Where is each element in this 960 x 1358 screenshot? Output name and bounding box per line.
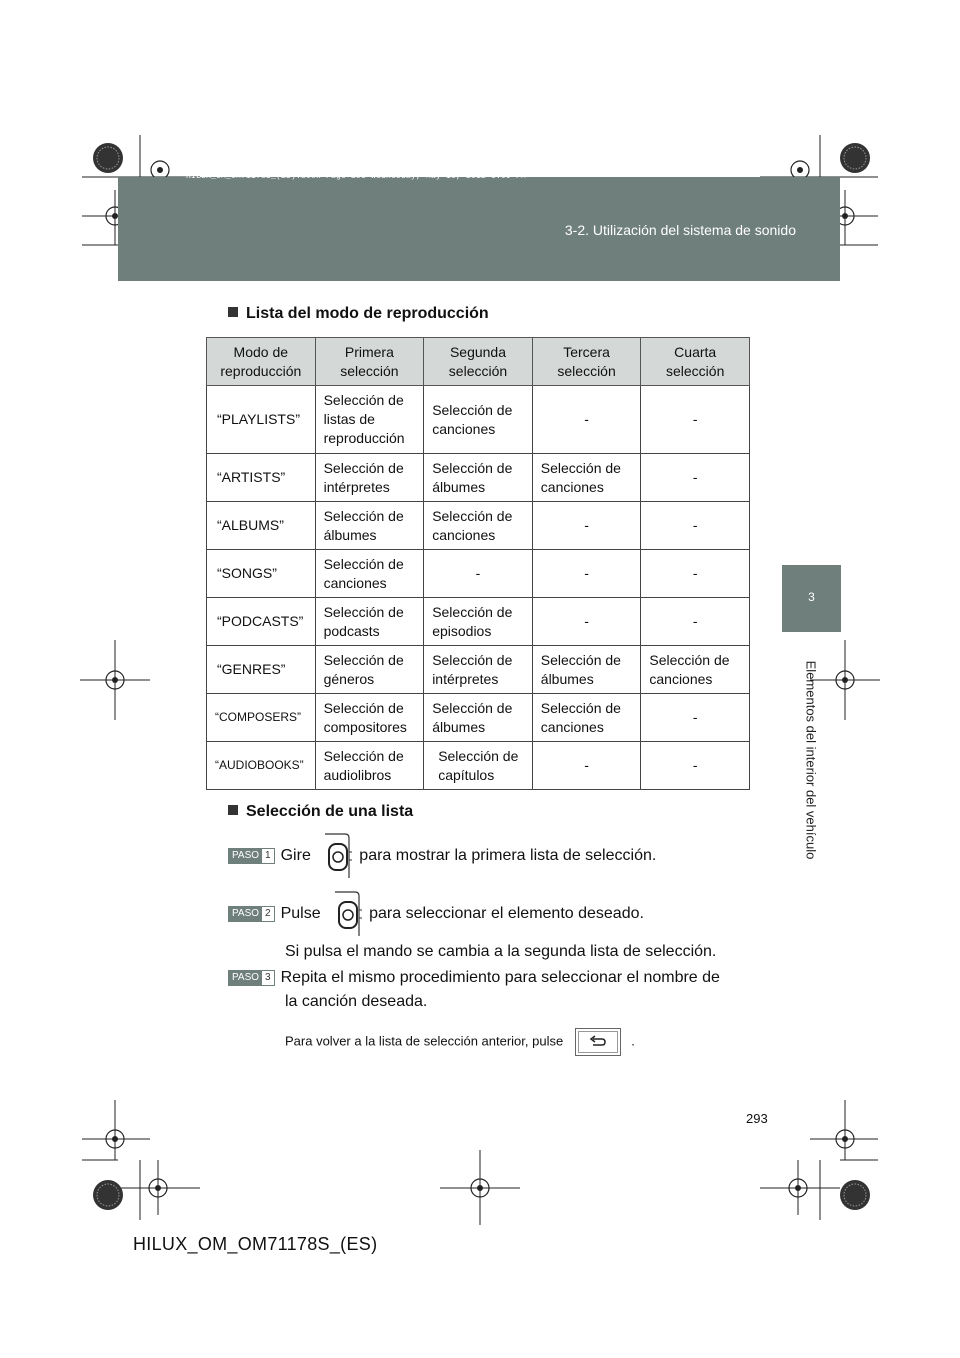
book-file-info: HILUX_OM_OM71178S_(ES).book Page 293 Wednesday, May 16, 2012 3:09 PM — [186, 172, 527, 181]
table-cell: Selección de álbumes — [424, 694, 533, 742]
table-header: Primera selección — [315, 338, 424, 386]
table-cell: Selección de canciones — [424, 386, 533, 454]
table-header-row — [207, 338, 750, 386]
page-number: 293 — [746, 1111, 768, 1126]
back-note: Para volver a la lista de selección anterior, pulse . — [285, 1028, 635, 1056]
table-header: Tercera selección — [532, 338, 641, 386]
table-cell: “ALBUMS” — [207, 502, 316, 550]
table-row — [207, 550, 750, 598]
back-button[interactable] — [575, 1028, 621, 1056]
square-bullet-icon — [228, 805, 238, 815]
return-arrow-icon — [576, 1029, 620, 1055]
table-cell: - — [641, 502, 750, 550]
select-heading-text: Selección de una lista — [246, 803, 414, 820]
table-cell: Selección de audiolibros — [315, 742, 424, 790]
table-cell: Selección de intérpretes — [424, 646, 533, 694]
table-cell: “AUDIOBOOKS” — [207, 742, 316, 790]
table-header: Segunda selección — [424, 338, 533, 386]
table-cell: Selección de podcasts — [315, 598, 424, 646]
step-2-note: Si pulsa el mando se cambia a la segunda lista de selección. — [285, 943, 717, 960]
table-cell: - — [641, 598, 750, 646]
table-cell: Selección de canciones — [315, 550, 424, 598]
step-3: PASO 3 Repita el mismo procedimiento para seleccionar el nombre de — [228, 966, 720, 990]
table-cell: “SONGS” — [207, 550, 316, 598]
step-2: PASO 2 Pulse para seleccionar el elemento deseado. — [228, 890, 644, 938]
tune-knob-icon — [319, 832, 353, 880]
table-cell: Selección de listas de reproducción — [315, 386, 424, 454]
step-1: PASO 1 Gire para mostrar la primera lista de selección. — [228, 832, 656, 880]
list-heading-text: Lista del modo de reproducción — [246, 305, 489, 322]
section-title: 3-2. Utilización del sistema de sonido — [564, 222, 796, 238]
table-cell: Selección de álbumes — [424, 454, 533, 502]
table-cell: Selección de intérpretes — [315, 454, 424, 502]
table-cell: - — [532, 386, 641, 454]
table-row — [207, 646, 750, 694]
table-cell: - — [641, 454, 750, 502]
chapter-tab-number: 3 — [808, 590, 815, 604]
table-cell: Selección de canciones — [424, 502, 533, 550]
table-cell: Selección de canciones — [641, 646, 750, 694]
square-bullet-icon — [228, 307, 238, 317]
table-cell: - — [532, 502, 641, 550]
table-header: Modo de reproducción — [207, 338, 316, 386]
table-cell: - — [641, 386, 750, 454]
chapter-side-label: Elementos del interior del vehículo — [803, 660, 819, 860]
table-cell: - — [641, 694, 750, 742]
table-cell: Selección de canciones — [532, 454, 641, 502]
table-cell: Selección de episodios — [424, 598, 533, 646]
table-row — [207, 454, 750, 502]
table-row — [207, 598, 750, 646]
table-cell: - — [532, 550, 641, 598]
table-cell: Selección de canciones — [532, 694, 641, 742]
table-cell: “COMPOSERS” — [207, 694, 316, 742]
select-heading — [228, 803, 413, 821]
table-row — [207, 502, 750, 550]
table-cell: “PLAYLISTS” — [207, 386, 316, 454]
step-badge: PASO 3 — [228, 970, 275, 986]
table-cell: Selección de capítulos — [424, 742, 533, 790]
document-code: HILUX_OM_OM71178S_(ES) — [133, 1234, 378, 1254]
step-3-line2: la canción deseada. — [285, 993, 428, 1010]
playback-mode-table — [206, 337, 750, 790]
table-cell: “GENRES” — [207, 646, 316, 694]
table-cell: - — [424, 550, 533, 598]
chapter-tab — [782, 565, 841, 632]
table-cell: Selección de compositores — [315, 694, 424, 742]
table-cell: - — [532, 598, 641, 646]
step-badge: PASO 1 — [228, 848, 275, 864]
step-badge: PASO 2 — [228, 906, 275, 922]
table-cell: - — [641, 742, 750, 790]
table-cell: “ARTISTS” — [207, 454, 316, 502]
table-cell: Selección de álbumes — [315, 502, 424, 550]
table-header: Cuarta selección — [641, 338, 750, 386]
table-cell: - — [532, 742, 641, 790]
table-row — [207, 386, 750, 454]
push-knob-icon — [329, 890, 363, 938]
table-row — [207, 694, 750, 742]
table-cell: “PODCASTS” — [207, 598, 316, 646]
table-row — [207, 742, 750, 790]
table-cell: Selección de álbumes — [532, 646, 641, 694]
list-heading — [228, 305, 489, 323]
table-cell: - — [641, 550, 750, 598]
table-cell: Selección de géneros — [315, 646, 424, 694]
